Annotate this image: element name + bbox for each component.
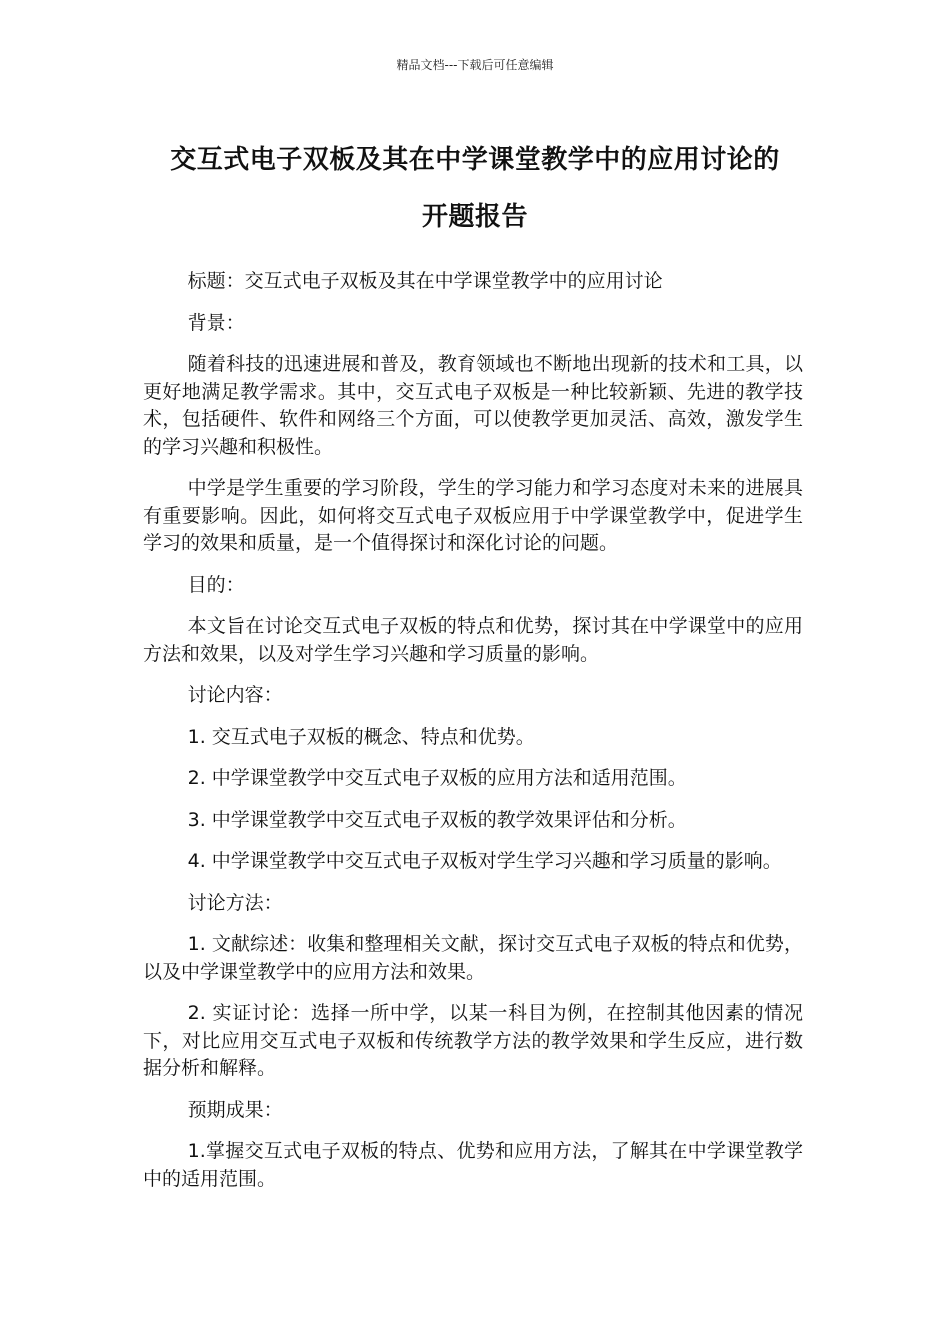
list-item-content-4: 4. 中学课堂教学中交互式电子双板对学生学习兴趣和学习质量的影响。 (187, 850, 782, 872)
heading-content: 讨论内容： (187, 684, 283, 706)
list-item-content-3: 3. 中学课堂教学中交互式电子双板的教学效果评估和分析。 (187, 808, 687, 831)
document-body (143, 268, 803, 1207)
header-note: 精品文档---下载后可任意编辑 (396, 58, 554, 72)
paragraph-purpose: 本文旨在讨论交互式电子双板的特点和优势，探讨其在中学课堂中的应用方法和效果，以及对学生学习兴趣和学习质量的影响。 (143, 615, 803, 665)
list-item-outcome-1: 1.掌握交互式电子双板的特点、优势和应用方法，了解其在中学课堂教学中的适用范围。 (143, 1140, 803, 1190)
heading-methods: 讨论方法： (187, 891, 283, 914)
list-item-method-2: 2. 实证讨论：选择一所中学，以某一科目为例，在控制其他因素的情况下，对比应用交互式电子双板和传统教学方法的教学效果和学生反应，进行数据分析和解释。 (143, 1002, 803, 1079)
title-line-1: 交互式电子双板及其在中学课堂教学中的应用讨论的 (170, 145, 780, 175)
paragraph-background-1: 随着科技的迅速进展和普及，教育领域也不断地出现新的技术和工具，以更好地满足教学需求。其中，交互式电子双板是一种比较新颖、先进的教学技术，包括硬件、软件和网络三个方面，可以使教学更加灵活、高效，激发学生的学习兴趣和积极性。 (143, 353, 803, 458)
document-title (100, 132, 850, 246)
list-item-content-2: 2. 中学课堂教学中交互式电子双板的应用方法和适用范围。 (187, 767, 687, 789)
heading-outcomes: 预期成果： (187, 1098, 283, 1121)
heading-background: 背景： (187, 311, 245, 334)
title-line-2: 开题报告 (421, 202, 528, 232)
list-item-method-1: 1. 文献综述：收集和整理相关文献，探讨交互式电子双板的特点和优势，以及中学课堂教学中的应用方法和效果。 (143, 933, 803, 983)
list-item-content-1: 1. 交互式电子双板的概念、特点和优势。 (187, 725, 535, 748)
heading-purpose: 目的： (187, 573, 245, 596)
paragraph-subject: 标题：交互式电子双板及其在中学课堂教学中的应用讨论 (187, 270, 663, 292)
paragraph-background-2: 中学是学生重要的学习阶段，学生的学习能力和学习态度对未来的进展具有重要影响。因此，如何将交互式电子双板应用于中学课堂教学中，促进学生学习的效果和质量，是一个值得探讨和深化讨论的问题。 (143, 477, 803, 554)
